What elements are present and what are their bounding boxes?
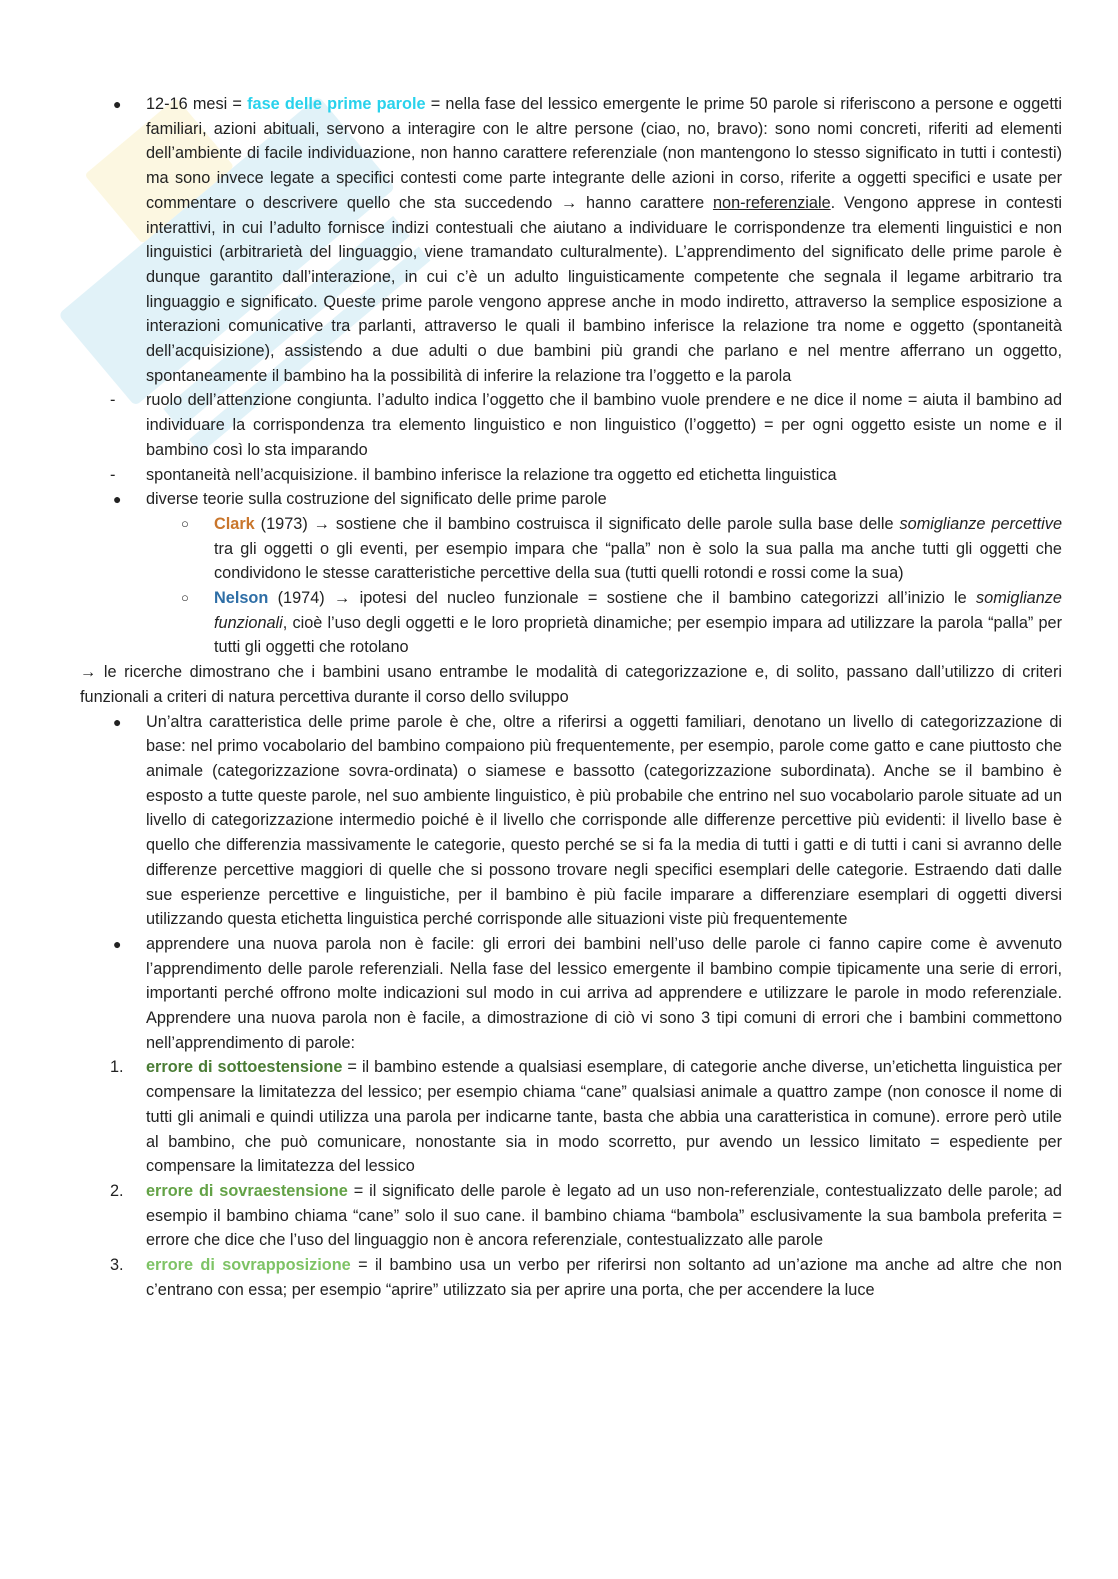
italic-term: somiglianze percettive xyxy=(899,514,1062,533)
circle-marker: ○ xyxy=(181,515,189,531)
bullet-marker: ● xyxy=(113,935,122,952)
text: , cioè l’uso degli oggetti e le loro proprietà dinamiche; per esempio impara ad utilizzare la parola “palla” per tutti gli oggetti che rotolano xyxy=(214,613,1062,657)
bullet-categorizzazione-base xyxy=(80,710,1062,932)
paragraph-ricerche: → le ricerche dimostrano che i bambini usano entrambe le modalità di categorizzazione e, di solito, passano dall’utilizzo di criteri funzionali a criteri di natura percettiva durante il corso dello sviluppo xyxy=(80,663,1062,706)
term-sottoestensione: errore di sottoestensione xyxy=(146,1058,343,1077)
dash-item-spontaneita xyxy=(80,463,1062,488)
text: = il significato delle parole è legato ad un uso non-referenziale, contestualizzato delle parole; ad esempio il bambino chiama “cane” solo il suo cane. il bambino chiama “bambola” esclusivamente la sua bambola preferita = errore che dice che l’uso del linguaggio non è ancora referenziale, contestualizzato alle parole xyxy=(146,1181,1062,1250)
document-page xyxy=(80,92,1062,1302)
text: (1974) → ipotesi del nucleo funzionale = sostiene che il bambino categorizzi all’inizio le xyxy=(268,589,977,608)
number-marker: 3. xyxy=(110,1256,124,1275)
dash-item-attenzione-congiunta xyxy=(80,388,1062,462)
text: spontaneità nell’acquisizione. il bambino inferisce la relazione tra oggetto ed etichetta linguistica xyxy=(146,465,837,484)
text: . Vengono apprese in contesti interattivi, in cui l’adulto fornisce indizi contestuali che aiutano a individuare le corrispondenze tra elementi linguistici e non linguistici (arbitrarietà del linguaggio, viene tramandato culturalmente). L’apprendimento del significato delle prime parole è dunque garantito dall’interazione, in cui c’è un adulto linguisticamente competente che segnala il legame arbitrario tra linguaggio e significato. Queste prime parole vengono apprese anche in modo indiretto, attraverso la semplice esposizione a interazioni comunicative tra parlanti, attraverso le quali il bambino inferisce la relazione tra nome e oggetto (spontaneità dell’acquisizione), assistendo a due adulti o due bambini più grandi che parlano e nel mentre afferrano un oggetto, spontaneamente il bambino ha la possibilità di inferire la relazione tra l’oggetto e la parola xyxy=(146,193,1062,385)
text: apprendere una nuova parola non è facile: gli errori dei bambini nell’uso delle parole ci fanno capire come è avvenuto l’apprendimento delle parole referenziali. Nella fase del lessico emergente il bambino compie tipicamente una serie di errori, importanti perché offrono molte indicazioni sul modo in cui arriva ad apprendere e utilizzare le parole in modo referenziale. Apprendere una nuova parola non è facile, a dimostrazione di ciò vi sono 3 tipi comuni di errori che i bambini commettono nell’apprendimento di parole: xyxy=(146,934,1062,1052)
bullet-marker: ● xyxy=(113,96,122,112)
italic-term: somiglianze funzionali xyxy=(214,589,1062,632)
bullet-diverse-teorie xyxy=(80,487,1062,512)
author-clark: Clark xyxy=(214,514,255,533)
bullet-fase-prime-parole xyxy=(80,92,1062,388)
text: diverse teorie sulla costruzione del significato delle prime parole xyxy=(146,490,607,509)
subitem-clark xyxy=(80,512,1062,586)
dash-marker: - xyxy=(110,391,116,410)
bullet-marker: ● xyxy=(113,713,122,730)
number-marker: 2. xyxy=(110,1181,124,1200)
text: (1973) → sostiene che il bambino costruisca il significato delle parole sulla base delle xyxy=(254,514,900,533)
author-nelson: Nelson xyxy=(214,589,269,608)
bullet-marker: ● xyxy=(113,491,122,508)
term-sovraestensione: errore di sovraestensione xyxy=(146,1181,348,1200)
text: tra gli oggetti o gli eventi, per esempio impara che “palla” non è solo la sua palla ma anche tutti gli oggetti che condividono le stesse caratteristiche percettive della sua (tutti quelli rotondi e rossi come la sua) xyxy=(214,539,1062,583)
circle-marker: ○ xyxy=(181,590,189,606)
text: = il bambino estende a qualsiasi esemplare, di categorie anche diverse, un’etichetta linguistica per compensare la limitatezza del lessico; per esempio chiama “cane” qualsiasi animale a quattro zampe (non conosce il nome di tutti gli animali e quindi utilizza una parola per indicarne tante, basta che abbia una caratteristica in comune). errore però utile al bambino, che può comunicare, nonostante sia in modo scorretto, pur avendo un lessico limitato = espediente per compensare la limitatezza del lessico xyxy=(146,1058,1062,1176)
text: 12-16 mesi = xyxy=(146,95,248,113)
numbered-item-sovrapposizione xyxy=(80,1253,1062,1302)
subitem-nelson xyxy=(80,586,1062,660)
term-sovrapposizione: errore di sovrapposizione xyxy=(146,1256,351,1275)
text: = il bambino usa un verbo per riferirsi non soltanto ad un’azione ma anche ad altre che non c’entrano con essa; per esempio “aprire” utilizzato sia per aprire una porta, che per accendere la luce xyxy=(146,1256,1062,1299)
term-fase-prime-parole: fase delle prime parole xyxy=(247,95,426,113)
dash-marker: - xyxy=(110,465,116,484)
bullet-apprendere-nuova-parola xyxy=(80,932,1062,1056)
underlined-term: non-referenziale xyxy=(712,193,831,212)
text: = nella fase del lessico emergente le prime 50 parole si riferiscono a persone e oggetti familiari, azioni abituali, servono a interagire con le altre persone (ciao, no, bravo): sono nomi concreti, riferiti ad elementi dell’ambiente di facile individuazione, non hanno carattere referenziale (non mantengono lo stesso significato in tutti i contesti) ma sono invece legate a specifici contesti come parte integrante delle azioni in corso, riferite a oggetti specifici e usate per commentare o descrivere quello che sta succedendo → hanno carattere xyxy=(146,95,1062,212)
numbered-item-sottoestensione xyxy=(80,1055,1062,1179)
text: ruolo dell’attenzione congiunta. l’adulto indica l’oggetto che il bambino vuole prendere e ne dice il nome = aiuta il bambino ad individuare la corrispondenza tra elemento linguistico e non linguistico (l’oggetto) = per ogni oggetto esiste un nome e il bambino così lo sta imparando xyxy=(146,391,1062,459)
number-marker: 1. xyxy=(110,1058,124,1077)
numbered-item-sovraestensione xyxy=(80,1179,1062,1253)
text: Un’altra caratteristica delle prime parole è che, oltre a riferirsi a oggetti familiari, denotano un livello di categorizzazione di base: nel primo vocabolario del bambino compaiono più frequentemente, per esempio, parole come gatto e cane piuttosto che animale (categorizzazione sovra-ordinata) o siamese e bassotto (categorizzazione subordinata). Anche se il bambino è esposto a tutte queste parole, nel suo ambiente linguistico, è più probabile che entrino nel suo vocabolario parole situate ad un livello di categorizzazione intermedio poiché è il livello che corrisponde alle differenze percettive più evidenti: il livello base è quello che differenzia massivamente le categorie, questo perché se si fa la media di tutti i gatti e di tutti i cani si avranno delle differenze percettive maggiori di quelle che si possono trovare negli specifici esemplari delle categorie. Estraendo dati dalle sue esperienze percettive e linguistiche, per il bambino è più facile imparare a differenziare esemplari di oggetti diversi utilizzando questa etichetta linguistica perché corrisponde alle situazioni viste più frequentemente xyxy=(146,712,1062,929)
